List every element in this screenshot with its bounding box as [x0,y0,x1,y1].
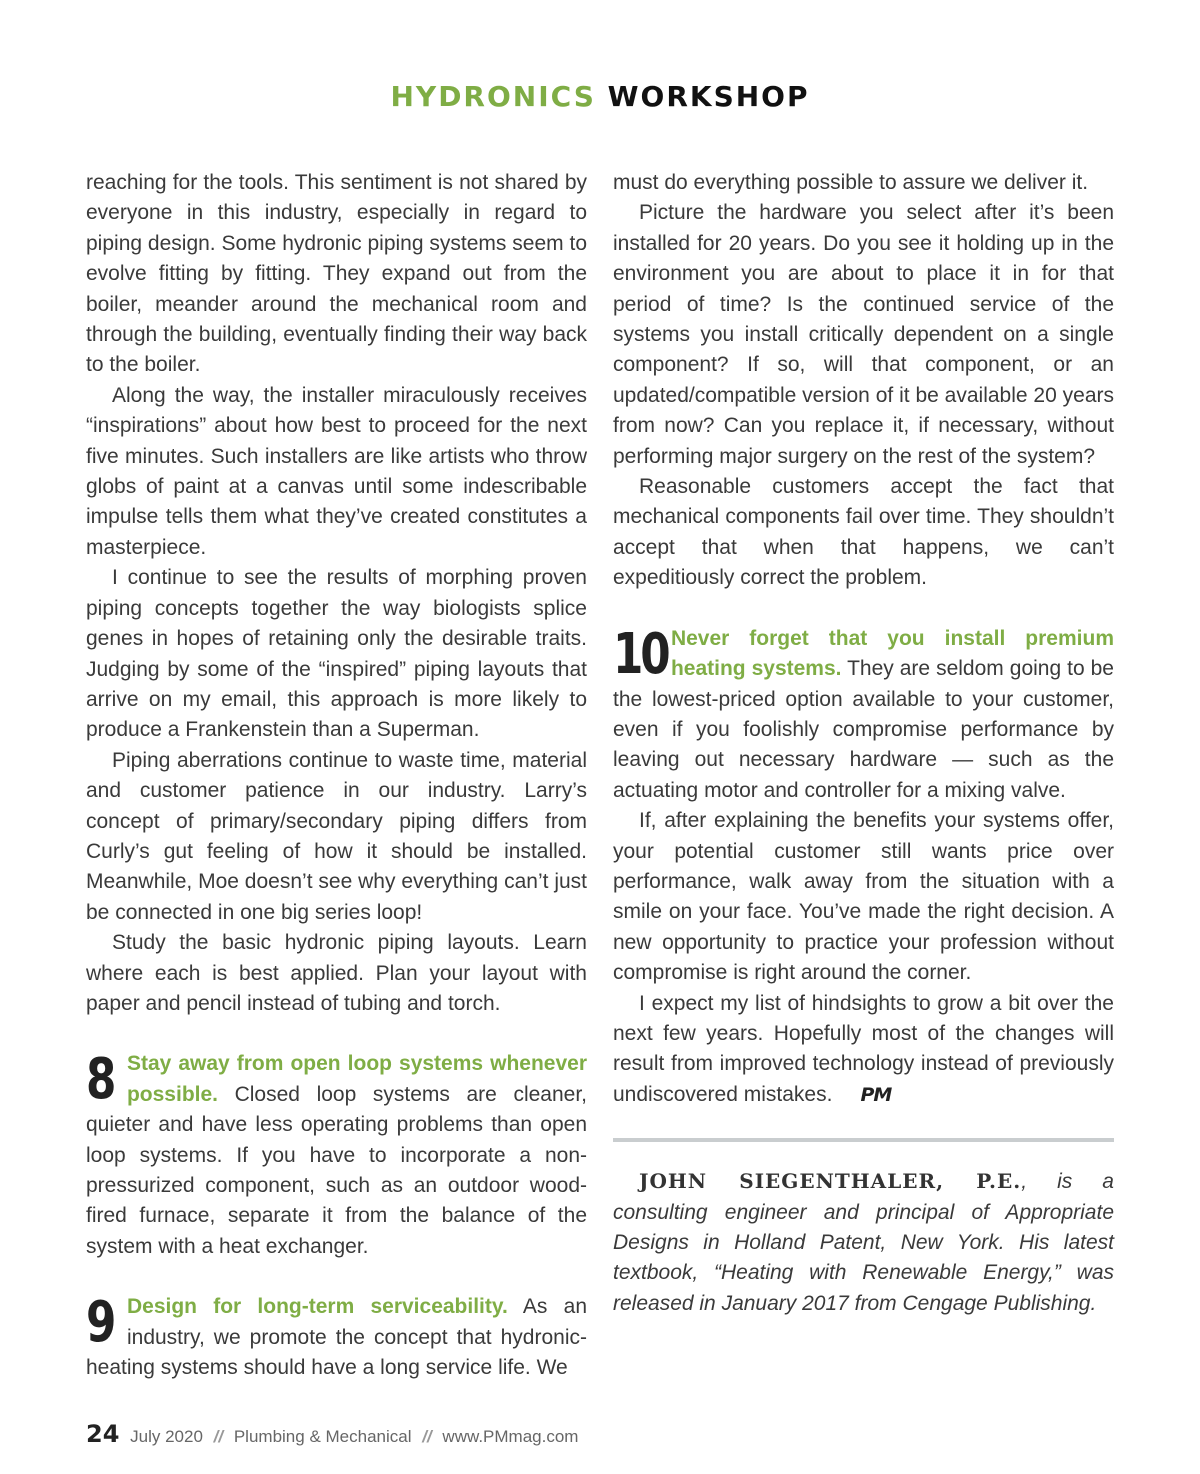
tip-8 [86,1049,587,1262]
issue-date: July 2020 [130,1427,203,1446]
author-bio [613,1166,1114,1319]
footer-separator: // [213,1427,224,1446]
divider-rule [613,1138,1114,1142]
paragraph: reaching for the tools. This sentiment is not shared by everyone in this industry, especially in regard to piping design. Some hydronic piping systems seem to evolve fitting by fitting. They expand out from the boiler, meander around the mechanical room and through the building, eventually finding their way back to the boiler. [86,171,587,377]
left-column [86,168,587,1383]
website-link[interactable]: www.PMmag.com [442,1427,579,1446]
tip-body: They are seldom going to be the lowest-priced option available to your customer, even if you foolishly compromise performance by leaving out necessary hardware — such as the actuating motor and controller for a mixing valve. [613,657,1114,802]
tip-number: 9 [86,1290,114,1356]
footer-separator: // [422,1427,432,1446]
publication-name: Plumbing & Mechanical [233,1427,412,1446]
section-header [0,80,1200,113]
tip-body: As an industry, we promote the concept that hydronic-heating systems should have a long service life. We [86,1295,587,1380]
right-column [613,168,1114,1319]
paragraph: Reasonable customers accept the fact that mechanical components fail over time. They shouldn’t accept that when that happens, we can’t expeditiously correct the problem. [613,475,1114,590]
page-number: 24 [86,1420,120,1448]
paragraph: Picture the hardware you select after it’s been installed for 20 years. Do you see it holding up in the environment you are about to place it in for that period of time? Is the continued service of the systems you install critically dependent on a single component? If so, will that component, or an updated/compatible version of it be available 20 years from now? Can you replace it, if necessary, without performing major surgery on the rest of the system? [613,201,1114,468]
tip-text [613,621,1114,806]
header-title-black: WORKSHOP [607,80,810,113]
paragraph-final [613,989,1114,1111]
tip-number: 10 [613,621,668,687]
paragraph: Study the basic hydronic piping layouts. Learn where each is best applied. Plan your layout with paper and pencil instead of tubing and torch. [86,931,587,1015]
paragraph: Along the way, the installer miraculously receives “inspirations” about how best to proceed for the next five minutes. Such installers are like artists who throw globs of paint at a canvas until some indescribable impulse tells them what they’ve created constitutes a masterpiece. [86,383,587,559]
author-bio-text: , is a consulting engineer and principal of Appropriate Designs in Holland Patent, New York. His latest textbook, “Heating with Renewable Energy,” was released in January 2017 from Cengage Publishing. [613,1170,1114,1315]
tip-body: Closed loop systems are cleaner, quieter and have less operating problems than open loop systems. If you have to incorporate a non-pressurized component, such as an outdoor wood-fired furnace, separate it from the balance of the system with a heat exchanger. [86,1082,587,1258]
tip-headline: Stay away from open loop systems whenever possible. [126,1052,587,1106]
author-name: JOHN SIEGENTHALER, P.E. [639,1169,1022,1194]
pm-end-mark: PM [860,1083,892,1106]
tip-10 [613,621,1114,806]
tip-headline: Never forget that you install premium heating systems. [670,626,1114,681]
tip-text [86,1049,587,1262]
page-footer [86,1420,578,1448]
paragraph: I continue to see the results of morphing proven piping concepts together the way biologists splice genes in hopes of retaining only the desirable traits. Judging by some of the “inspired” piping layouts that arrive on my email, this approach is more likely to produce a Frankenstein than a Superman. [86,566,587,742]
tip-number: 8 [86,1047,114,1113]
paragraph: Piping aberrations continue to waste time, material and customer patience in our industry. Larry’s concept of primary/secondary piping differs from Curly’s gut feeling of how it should be installed. Meanwhile, Moe doesn’t see why everything can’t just be connected in one big series loop! [86,748,587,924]
paragraph: If, after explaining the benefits your systems offer, your potential customer still wants price over performance, walk away from the situation with a smile on your face. You’ve made the right decision. A new opportunity to practice your profession without compromise is right around the corner. [613,809,1114,985]
final-text: I expect my list of hindsights to grow a bit over the next few years. Hopefully most of the changes will result from improved technology instead of previously undiscovered mistakes. [613,991,1114,1106]
tip-text [86,1292,587,1383]
paragraph: must do everything possible to assure we deliver it. [613,171,1089,194]
tip-headline: Design for long-term serviceability. [126,1295,508,1319]
tip-9 [86,1292,587,1383]
header-title-green: HYDRONICS [390,80,596,113]
